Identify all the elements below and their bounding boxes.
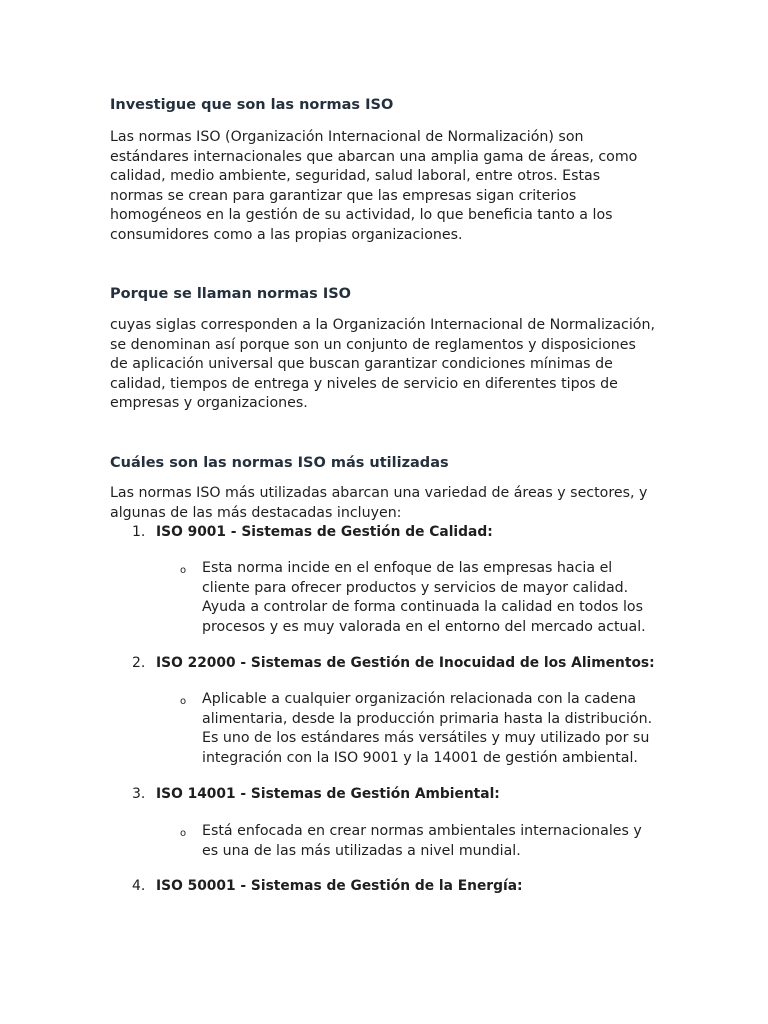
list-item-number: 3. (132, 786, 146, 802)
bullet-icon: o (180, 565, 187, 576)
list-item-description-iso-22000: Aplicable a cualquier organización relacionada con la cadena alimentaria, desde la producción primaria hasta la distribución. Es uno de los estándares más versátiles y muy utilizado por su integración con la ISO 9001 y la 14001 de gestión ambiental. (202, 691, 653, 766)
paragraph-porque-se-llaman: cuyas siglas corresponden a la Organización Internacional de Normalización, se denominan así porque son un conjunto de reglamentos y disposiciones de aplicación universal que buscan garantizar condiciones mínimas de calidad, tiempos de entrega y niveles de servicio en diferentes tipos de empresas y organizaciones. (110, 317, 655, 412)
list-item-title-iso-22000: ISO 22000 - Sistemas de Gestión de Inocuidad de los Alimentos: (156, 655, 655, 671)
list-item-number: 4. (132, 878, 146, 894)
list-item-title-iso-14001: ISO 14001 - Sistemas de Gestión Ambiental: (156, 786, 500, 802)
list-item-description-iso-14001: Está enfocada en crear normas ambientales internacionales y es una de las más utilizadas a nivel mundial. (202, 823, 642, 859)
heading-porque-se-llaman: Porque se llaman normas ISO (110, 286, 351, 302)
paragraph-mas-utilizadas: Las normas ISO más utilizadas abarcan una variedad de áreas y sectores, y algunas de las más destacadas incluyen: (110, 485, 648, 521)
list-item-description-iso-9001: Esta norma incide en el enfoque de las empresas hacia el cliente para ofrecer productos y servicios de mayor calidad. Ayuda a controlar de forma continuada la calidad en todos los procesos y es muy valorada en el entorno del mercado actual. (202, 560, 646, 635)
bullet-icon: o (180, 828, 187, 839)
paragraph-que-son: Las normas ISO (Organización Internacional de Normalización) son estándares internacionales que abarcan una amplia gama de áreas, como calidad, medio ambiente, seguridad, salud laboral, entre otros. Estas normas se crean para garantizar que las empresas sigan criterios homogéneos en la gestión de su actividad, lo que beneficia tanto a los consumidores como a las propias organizaciones. (110, 129, 638, 243)
bullet-icon: o (180, 696, 187, 707)
list-item-title-iso-50001: ISO 50001 - Sistemas de Gestión de la Energía: (156, 878, 523, 894)
heading-mas-utilizadas: Cuáles son las normas ISO más utilizadas (110, 455, 449, 471)
list-item-number: 1. (132, 524, 146, 540)
list-item-title-iso-9001: ISO 9001 - Sistemas de Gestión de Calidad: (156, 524, 493, 540)
list-item-number: 2. (132, 655, 146, 671)
heading-que-son: Investigue que son las normas ISO (110, 97, 394, 113)
